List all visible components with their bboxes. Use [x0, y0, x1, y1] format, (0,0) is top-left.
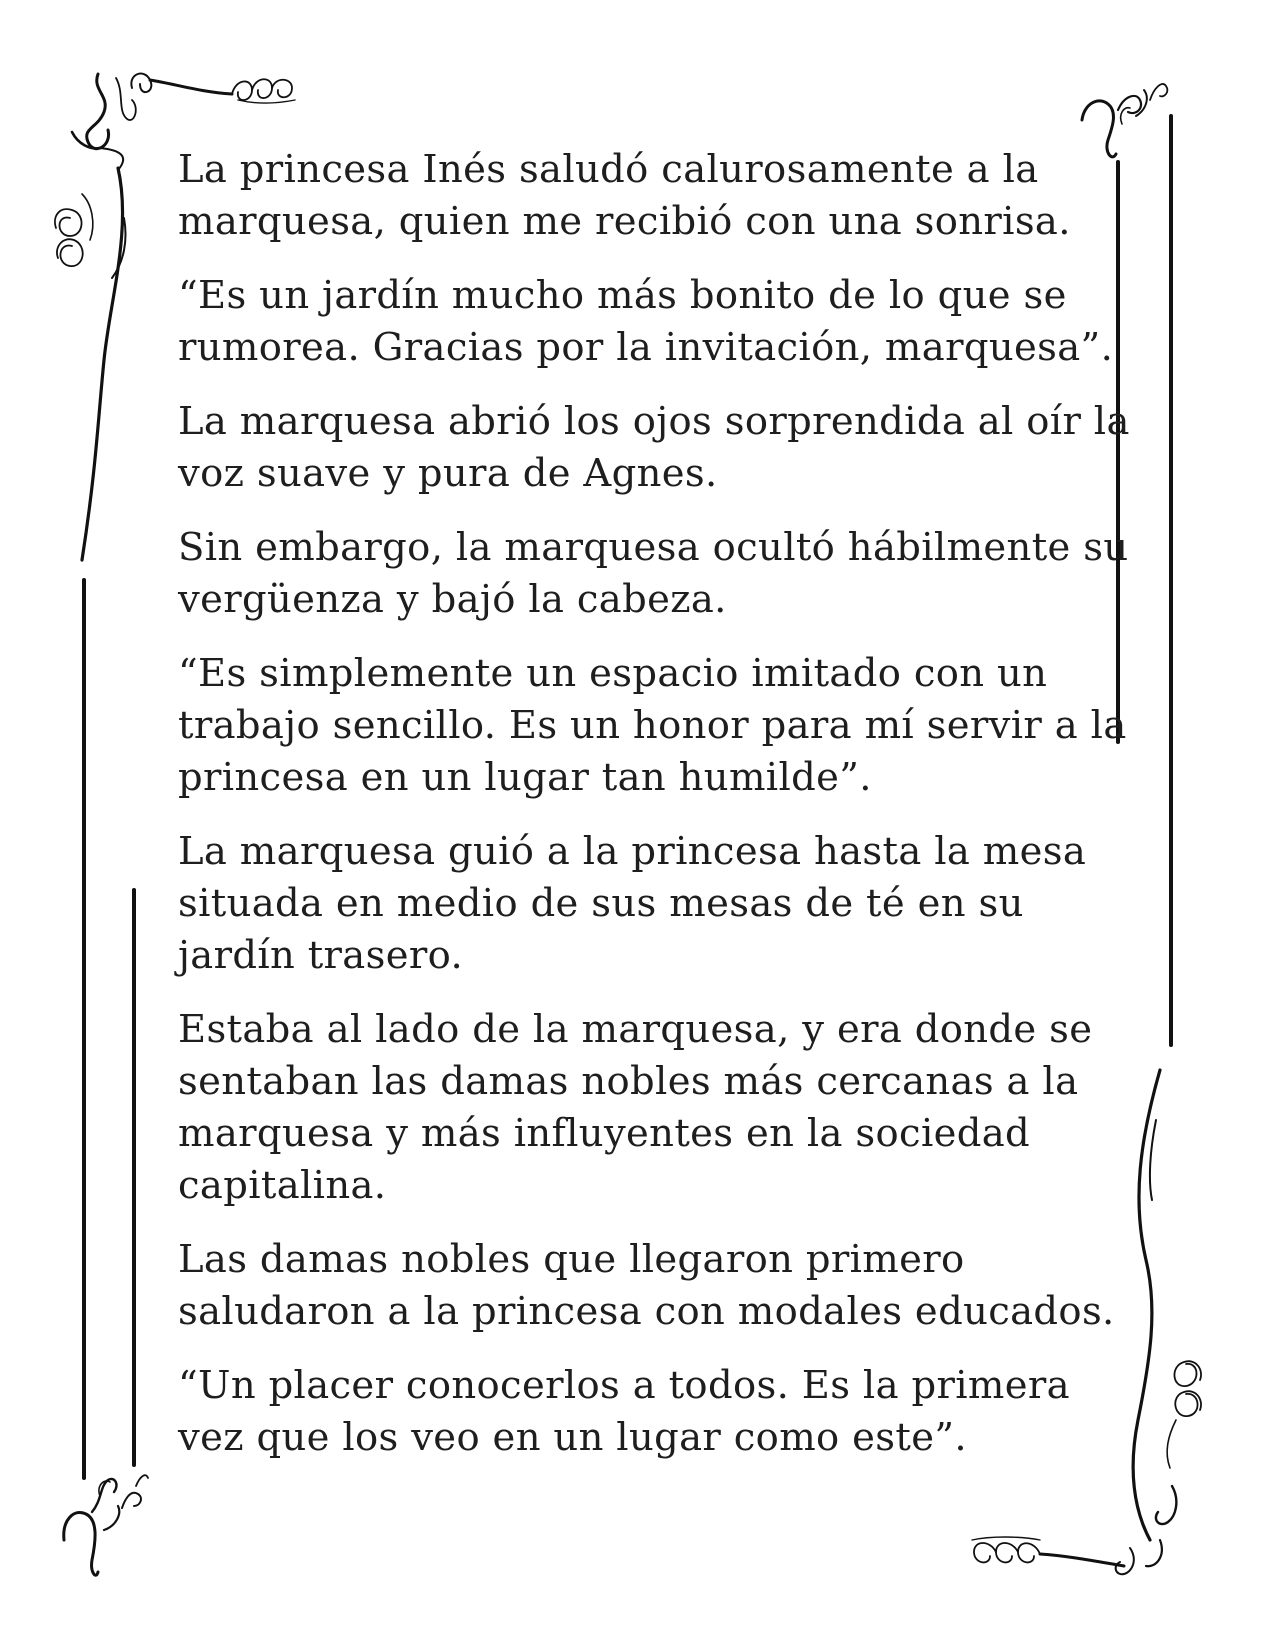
paragraph-line: Las damas nobles que llegaron primero [178, 1237, 965, 1282]
paragraph-line: “Es simplemente un espacio imitado con un [178, 651, 1048, 696]
story-paragraph [178, 826, 1108, 982]
story-paragraph [178, 522, 1129, 626]
paragraph-line: princesa en un lugar tan humilde”. [178, 755, 872, 800]
paragraph-line: La marquesa abrió los ojos sorprendida al oír la [178, 399, 1130, 444]
paragraph-line: Sin embargo, la marquesa ocultó hábilmente su [178, 525, 1129, 570]
paragraph-line: “Es un jardín mucho más bonito de lo que se [178, 273, 1067, 318]
story-text [178, 144, 1130, 1486]
story-paragraph [178, 648, 1127, 804]
story-paragraph [178, 270, 1114, 374]
paragraph-line: Estaba al lado de la marquesa, y era donde se [178, 1007, 1093, 1052]
paragraph-line: vez que los veo en un lugar como este”. [178, 1415, 967, 1460]
paragraph-line: trabajo sencillo. Es un honor para mí servir a la [178, 703, 1127, 748]
paragraph-line: capitalina. [178, 1163, 387, 1208]
paragraph-line: rumorea. Gracias por la invitación, marquesa”. [178, 325, 1114, 370]
paragraph-line: sentaban las damas nobles más cercanas a la [178, 1059, 1079, 1104]
paragraph-line: marquesa, quien me recibió con una sonrisa. [178, 199, 1071, 244]
paragraph-line: situada en medio de sus mesas de té en su [178, 881, 1024, 926]
story-paragraph [178, 1004, 1108, 1212]
bottom-left-flourish-ornament [64, 1475, 148, 1575]
paragraph-line: vergüenza y bajó la cabeza. [178, 577, 727, 622]
paragraph-line: “Un placer conocerlos a todos. Es la primera [178, 1363, 1070, 1408]
story-paragraph [178, 1234, 1115, 1338]
story-paragraph [178, 144, 1108, 248]
paragraph-line: voz suave y pura de Agnes. [178, 451, 718, 496]
story-paragraph [178, 1360, 1108, 1464]
paragraph-line: marquesa y más influyentes en la sociedad [178, 1111, 1031, 1156]
paragraph-line: La princesa Inés saludó calurosamente a la [178, 147, 1039, 192]
story-paragraph [178, 396, 1130, 500]
paragraph-line: saludaron a la princesa con modales educados. [178, 1289, 1115, 1334]
paragraph-line: jardín trasero. [178, 933, 464, 978]
paragraph-line: La marquesa guió a la princesa hasta la mesa [178, 829, 1087, 874]
